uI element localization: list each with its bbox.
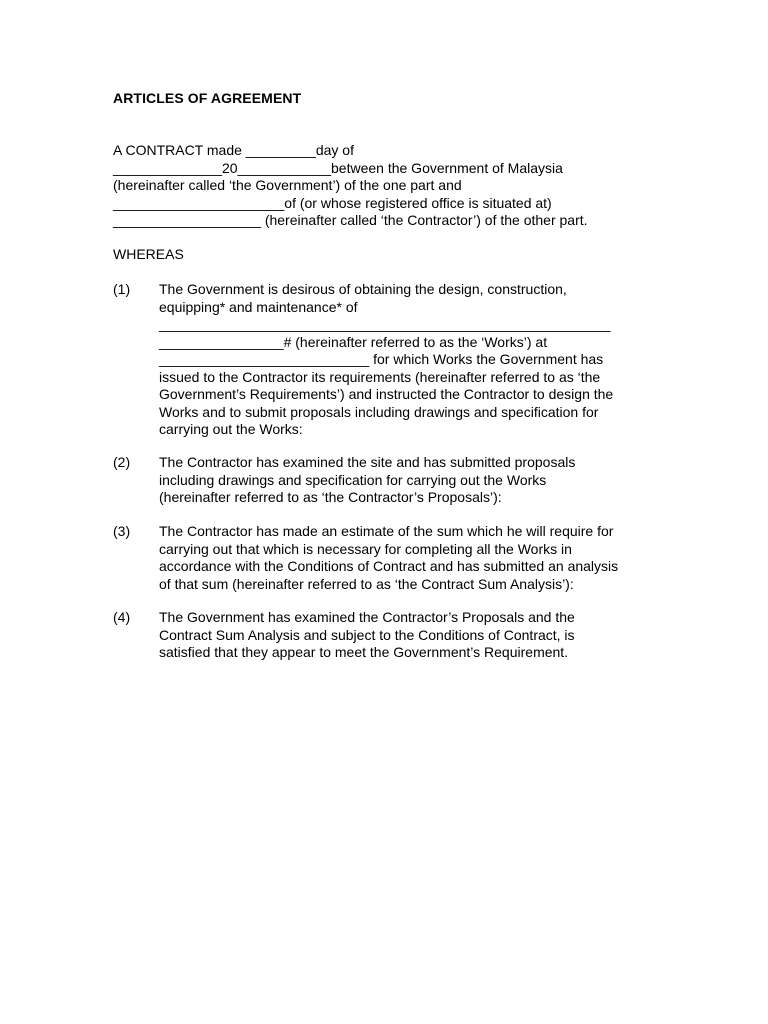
contract-line: (hereinafter called ‘the Government’) of the one part and: [113, 177, 462, 193]
recital-line: equipping* and maintenance* of: [159, 298, 358, 315]
recital-line: accordance with the Conditions of Contract and has submitted an analysis: [159, 558, 619, 574]
recital-line: Works and to submit proposals including drawings and specification for: [159, 403, 599, 420]
recital-line: issued to the Contractor its requirements (hereinafter referred to as ‘the: [159, 368, 601, 385]
recital-line: carrying out that which is necessary for completing all the Works in: [159, 540, 572, 557]
recital-line: carrying out the Works:: [159, 421, 303, 437]
recital-number: (3): [113, 523, 131, 539]
recital-body: [159, 281, 669, 439]
recital-number: (2): [113, 454, 131, 470]
recital-line: ________________# (hereinafter referred to as the ‘Works’) at: [159, 333, 548, 350]
whereas-heading: WHEREAS: [113, 246, 184, 262]
contract-line: ______________________of (or whose registered office is situated at): [113, 194, 552, 211]
recital-line: ___________________________ for which Works the Government has: [159, 351, 604, 367]
recital-line: Government’s Requirements’) and instructed the Contractor to design the: [159, 386, 614, 402]
contract-line: ______________20____________between the Government of Malaysia: [113, 159, 563, 176]
document-title: ARTICLES OF AGREEMENT: [113, 90, 302, 106]
recital-line: The Government is desirous of obtaining the design, construction,: [159, 281, 567, 297]
recital-body: [159, 523, 669, 593]
recital-line: The Contractor has examined the site and has submitted proposals: [159, 454, 576, 470]
contract-preamble: [113, 142, 673, 230]
contract-line: A CONTRACT made _________day of: [113, 142, 354, 158]
recital-line: The Government has examined the Contractor’s Proposals and the: [159, 609, 575, 625]
recital-line: including drawings and specification for carrying out the Works: [159, 471, 547, 488]
contract-line: ___________________ (hereinafter called ‘the Contractor’) of the other part.: [113, 212, 588, 228]
recital-number: (4): [113, 609, 131, 625]
recital-body: [159, 454, 669, 507]
recital-line: Contract Sum Analysis and subject to the Conditions of Contract, is: [159, 626, 575, 643]
recital-line: The Contractor has made an estimate of the sum which he will require for: [159, 523, 614, 539]
recital-line: satisfied that they appear to meet the Government’s Requirement.: [159, 644, 569, 660]
recital-number: (1): [113, 281, 131, 297]
recital-line: (hereinafter referred to as ‘the Contractor’s Proposals’):: [159, 489, 502, 505]
recital-body: [159, 609, 669, 662]
recital-line: __________________________________________________________: [159, 316, 611, 332]
recital-line: of that sum (hereinafter referred to as ‘the Contract Sum Analysis’):: [159, 575, 574, 592]
